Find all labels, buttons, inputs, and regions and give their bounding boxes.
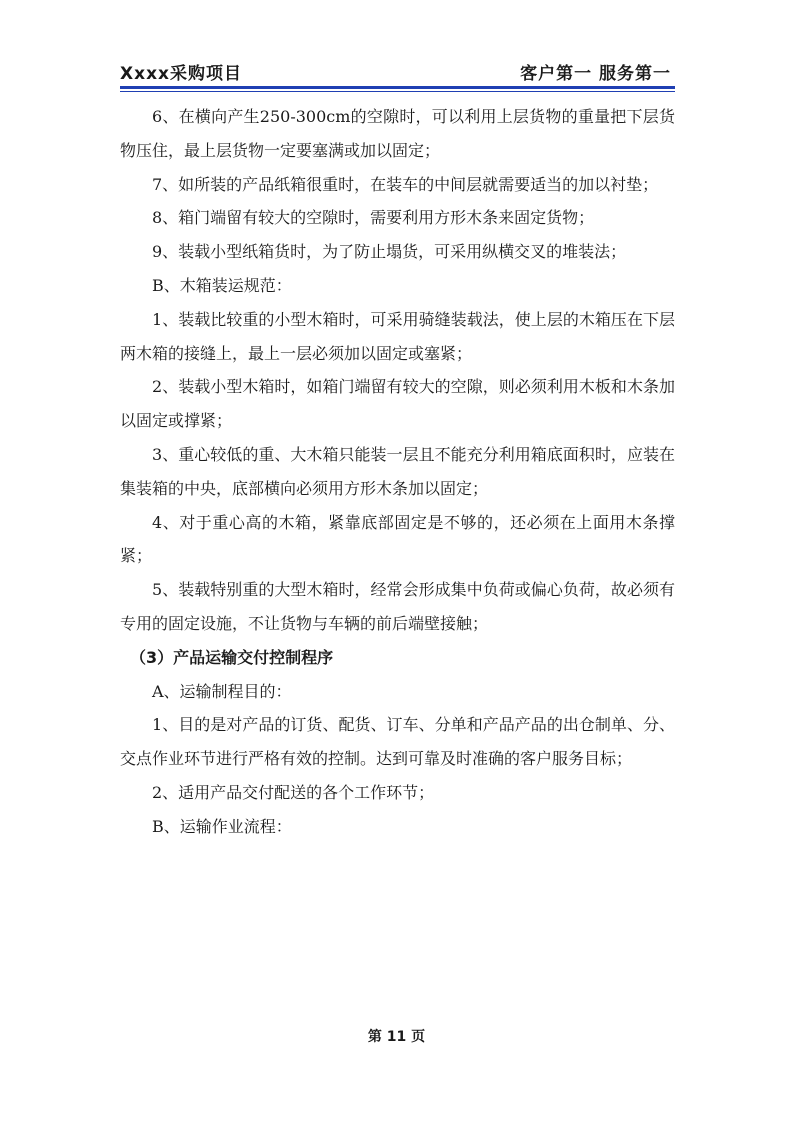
paragraph: B、运输作业流程：	[152, 816, 292, 836]
paragraph: B、木箱装运规范：	[152, 275, 292, 295]
paragraph: 7、如所装的产品纸箱很重时，在装车的中间层就需要适当的加以衬垫；	[152, 174, 659, 194]
paragraph: 6、在横向产生250-300cm的空隙时，可以利用上层货物的重量把下层货物压住，最上层货物一定要塞满或加以固定；	[120, 107, 675, 160]
header-rule-thin	[120, 91, 675, 92]
paragraph: 2、适用产品交付配送的各个工作环节；	[152, 782, 435, 802]
paragraph: 8、箱门端留有较大的空隙时，需要利用方形木条来固定货物；	[152, 208, 595, 228]
paragraph: 2、装载小型木箱时，如箱门端留有较大的空隙，则必须利用木板和木条加以固定或撑紧；	[120, 377, 675, 431]
header-project-title: Xxxx采购项目	[120, 64, 243, 84]
paragraph: 9、装载小型纸箱货时，为了防止塌货，可采用纵横交叉的堆装法；	[152, 242, 627, 262]
header-slogan: 客户第一 服务第一	[520, 64, 671, 84]
paragraph: 1、装载比较重的小型木箱时，可采用骑缝装载法，使上层的木箱压在下层两木箱的接缝上，最上一层必须加以固定或塞紧；	[120, 309, 675, 363]
section-heading: （3）产品运输交付控制程序	[130, 647, 334, 667]
page-header	[120, 50, 675, 84]
paragraph: 5、装载特别重的大型木箱时，经常会形成集中负荷或偏心负荷，故必须有专用的固定设施，不让货物与车辆的前后端壁接触；	[120, 580, 675, 633]
document-body	[120, 100, 675, 844]
paragraph: 1、目的是对产品的订货、配货、订车、分单和产品产品的出仓制单、分、交点作业环节进行严格有效的控制。达到可靠及时准确的客户服务目标；	[120, 715, 675, 769]
paragraph: A、运输制程目的：	[152, 681, 292, 701]
paragraph: 4、对于重心高的木箱，紧靠底部固定是不够的，还必须在上面用木条撑紧；	[120, 512, 675, 566]
page-number: 第 11 页	[367, 1029, 426, 1045]
header-rule-thick	[120, 86, 675, 89]
paragraph: 3、重心较低的重、大木箱只能装一层且不能充分利用箱底面积时，应装在集装箱的中央，底部横向必须用方形木条加以固定；	[120, 444, 675, 498]
